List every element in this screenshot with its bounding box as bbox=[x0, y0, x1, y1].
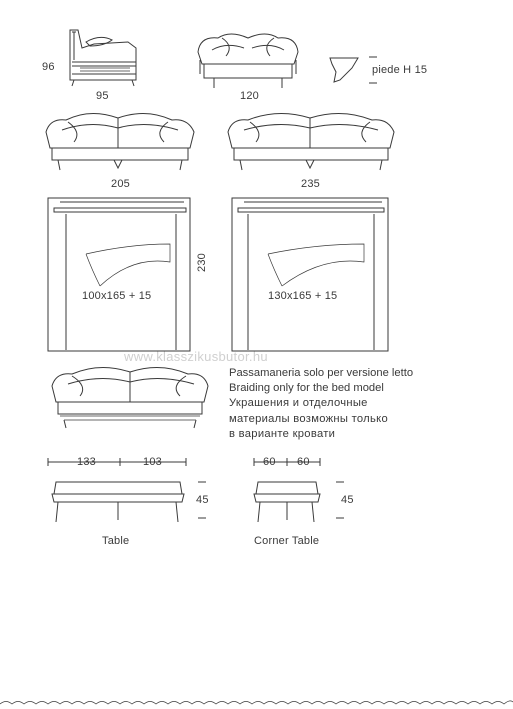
table-drawing bbox=[48, 458, 206, 522]
chair-width-label: 95 bbox=[96, 90, 109, 102]
bed-small-size-label: 100x165 + 15 bbox=[82, 290, 152, 302]
table-height-label: 45 bbox=[196, 494, 209, 506]
corner-height-label: 45 bbox=[341, 494, 354, 506]
bed-large-drawing bbox=[232, 198, 388, 351]
note-line-russian-2: материалы возможны только bbox=[229, 412, 388, 425]
decorative-bottom-border bbox=[0, 701, 513, 704]
table-dim-b-label: 103 bbox=[143, 456, 162, 468]
table-caption: Table bbox=[102, 535, 130, 547]
sofa-205-width-label: 205 bbox=[111, 178, 130, 190]
note-line-english: Braiding only for the bed model bbox=[229, 382, 384, 395]
bed-small-drawing bbox=[48, 198, 190, 351]
corner-table-caption: Corner Table bbox=[254, 535, 320, 547]
sofa-235-drawing bbox=[228, 113, 394, 170]
corner-dim-b-label: 60 bbox=[297, 456, 310, 468]
armchair-side-drawing bbox=[70, 30, 136, 86]
watermark: www.klasszikusbutor.hu bbox=[124, 349, 268, 364]
bed-depth-label: 230 bbox=[196, 253, 208, 272]
sofa-235-width-label: 235 bbox=[301, 178, 320, 190]
sofa-205-drawing bbox=[46, 113, 194, 170]
foot-height-label: piede H 15 bbox=[372, 64, 428, 76]
foot-drawing bbox=[330, 57, 377, 83]
loveseat-front-drawing bbox=[198, 34, 298, 88]
table-dim-a-label: 133 bbox=[77, 456, 96, 468]
corner-dim-a-label: 60 bbox=[263, 456, 276, 468]
note-line-russian-1: Украшения и отделочные bbox=[229, 397, 368, 410]
braiding-note bbox=[229, 366, 413, 442]
chair-height-label: 96 bbox=[42, 61, 55, 73]
loveseat-width-label: 120 bbox=[240, 90, 259, 102]
sofa-bed-drawing bbox=[52, 367, 208, 428]
bed-large-size-label: 130x165 + 15 bbox=[268, 290, 338, 302]
note-line-russian-3: в варианте кровати bbox=[229, 427, 336, 440]
note-line-italian: Passamaneria solo per versione letto bbox=[229, 367, 414, 379]
